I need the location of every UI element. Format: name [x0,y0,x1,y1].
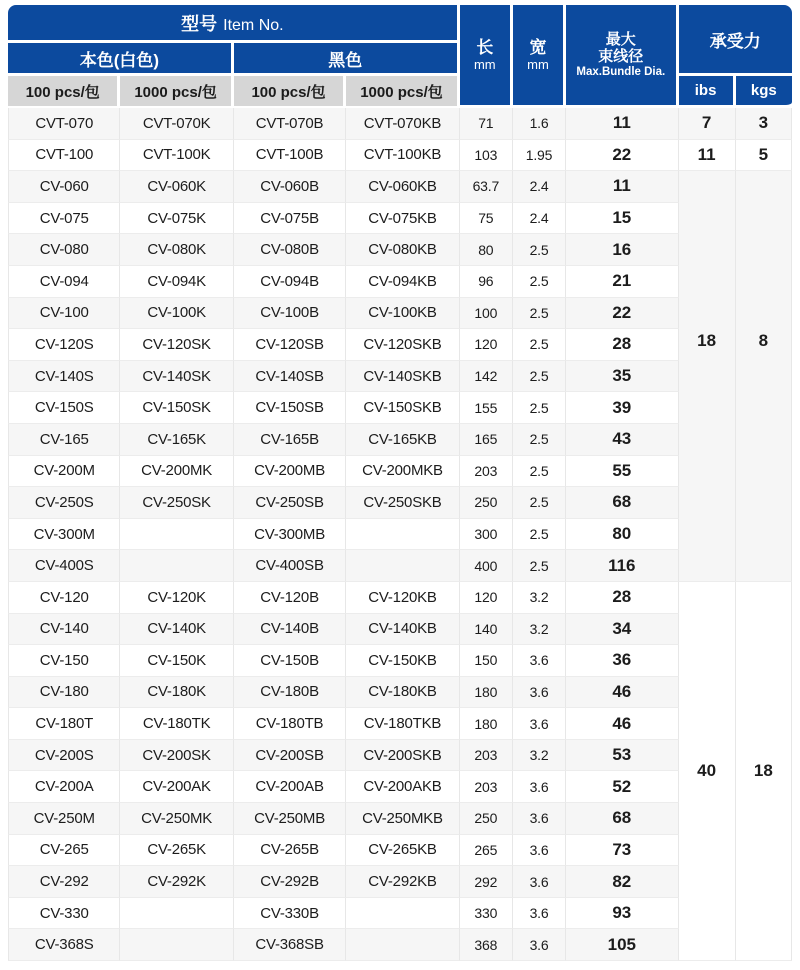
bundle-en-label: Max.Bundle Dia. [576,66,666,78]
item-natural-1000-cell: CV-150SK [120,392,233,424]
width-value-cell: 3.2 [513,582,566,614]
item-natural-100-cell: CV-120S [8,329,120,361]
item-black-1000-cell: CV-060KB [346,171,459,203]
item-natural-100-cell: CV-250M [8,803,120,835]
width-value-cell: 2.5 [513,456,566,488]
item-black-100-cell: CV-265B [234,835,346,867]
width-value-cell: 2.5 [513,392,566,424]
width-value-cell: 3.6 [513,929,566,961]
item-black-100-cell: CV-250SB [234,487,346,519]
item-black-1000-cell: CV-200MKB [346,456,459,488]
width-value-cell: 3.6 [513,677,566,709]
bundle-dia-value-cell: 36 [566,645,678,677]
item-black-100-cell: CV-200MB [234,456,346,488]
width-zh-label: 宽 [529,38,547,57]
item-black-1000-cell: CV-200SKB [346,740,459,772]
item-natural-100-cell: CV-180 [8,677,120,709]
item-no-en-label: Item No. [223,16,284,34]
table-row [8,108,792,140]
item-natural-1000-cell: CV-180K [120,677,233,709]
width-value-cell: 2.5 [513,424,566,456]
item-natural-1000-cell: CVT-100K [120,140,233,172]
capacity-kgs-value-cell: 8 [736,171,792,582]
length-header [460,5,513,108]
item-natural-1000-cell: CV-265K [120,835,233,867]
length-zh-label: 长 [476,38,494,57]
length-value-cell: 203 [460,771,513,803]
item-black-1000-cell: CV-165KB [346,424,459,456]
width-value-cell: 3.6 [513,866,566,898]
item-natural-100-cell: CV-200S [8,740,120,772]
item-natural-1000-cell: CV-200SK [120,740,233,772]
bundle-dia-value-cell: 21 [566,266,678,298]
item-natural-100-cell: CV-265 [8,835,120,867]
bundle-dia-value-cell: 55 [566,456,678,488]
width-value-cell: 2.5 [513,519,566,551]
width-header [513,5,566,108]
length-value-cell: 165 [460,424,513,456]
capacity-ibs-value-cell: 40 [679,582,736,961]
table-row [8,550,792,582]
bundle-dia-value-cell: 34 [566,614,678,646]
item-natural-100-cell: CV-368S [8,929,120,961]
length-value-cell: 400 [460,550,513,582]
item-black-100-cell: CV-140SB [234,361,346,393]
item-natural-100-cell: CV-330 [8,898,120,930]
capacity-kgs-value-cell: 18 [736,582,792,961]
item-natural-100-cell: CV-150 [8,645,120,677]
table-row [8,234,792,266]
item-natural-1000-cell: CVT-070K [120,108,233,140]
item-black-100-cell: CV-140B [234,614,346,646]
item-black-1000-cell: CV-140KB [346,614,459,646]
table-body [8,108,792,961]
length-value-cell: 180 [460,677,513,709]
width-value-cell: 3.6 [513,645,566,677]
item-black-1000-cell: CV-075KB [346,203,459,235]
length-value-cell: 292 [460,866,513,898]
width-value-cell: 2.4 [513,171,566,203]
item-natural-1000-cell [120,519,233,551]
bundle-dia-value-cell: 22 [566,298,678,330]
table-row [8,708,792,740]
item-black-1000-cell [346,550,459,582]
table-row [8,677,792,709]
item-black-1000-cell: CV-180KB [346,677,459,709]
length-value-cell: 140 [460,614,513,646]
item-natural-1000-cell: CV-140K [120,614,233,646]
length-value-cell: 300 [460,519,513,551]
item-natural-100-cell: CV-100 [8,298,120,330]
item-natural-100-cell: CV-250S [8,487,120,519]
item-black-1000-cell: CV-120SKB [346,329,459,361]
width-value-cell: 3.6 [513,708,566,740]
width-value-cell: 2.5 [513,329,566,361]
table-row [8,203,792,235]
table-row [8,140,792,172]
width-value-cell: 3.6 [513,771,566,803]
item-black-100-cell: CVT-100B [234,140,346,172]
item-natural-100-cell: CV-300M [8,519,120,551]
bundle-dia-value-cell: 16 [566,234,678,266]
width-value-cell: 3.2 [513,740,566,772]
capacity-ibs-value-cell: 18 [679,171,736,582]
item-black-100-cell: CV-368SB [234,929,346,961]
item-black-100-cell: CV-400SB [234,550,346,582]
item-black-1000-cell: CV-120KB [346,582,459,614]
length-unit-label: mm [473,57,496,72]
width-value-cell: 3.6 [513,803,566,835]
item-natural-1000-cell: CV-060K [120,171,233,203]
item-natural-100-cell: CVT-070 [8,108,120,140]
capacity-ibs-value-cell: 11 [679,140,736,172]
length-value-cell: 80 [460,234,513,266]
item-no-header [8,5,460,43]
table-header [8,5,792,108]
bundle-dia-value-cell: 93 [566,898,678,930]
table-row [8,582,792,614]
bundle-dia-value-cell: 15 [566,203,678,235]
item-black-1000-cell: CVT-100KB [346,140,459,172]
length-value-cell: 103 [460,140,513,172]
item-black-1000-cell: CV-140SKB [346,361,459,393]
item-natural-1000-cell: CV-165K [120,424,233,456]
bundle-dia-value-cell: 116 [566,550,678,582]
item-black-100-cell: CV-060B [234,171,346,203]
item-natural-1000-cell: CV-180TK [120,708,233,740]
item-natural-1000-cell: CV-094K [120,266,233,298]
item-natural-100-cell: CV-140S [8,361,120,393]
width-value-cell: 2.5 [513,234,566,266]
table-row [8,266,792,298]
item-natural-1000-cell: CV-292K [120,866,233,898]
width-value-cell: 3.6 [513,898,566,930]
bundle-dia-value-cell: 80 [566,519,678,551]
table-row [8,298,792,330]
width-value-cell: 2.5 [513,361,566,393]
table-row [8,392,792,424]
item-natural-1000-cell: CV-075K [120,203,233,235]
item-black-1000-cell: CV-250MKB [346,803,459,835]
cable-tie-spec-table [8,5,792,961]
table-row [8,361,792,393]
item-black-1000-cell: CV-094KB [346,266,459,298]
width-value-cell: 1.6 [513,108,566,140]
item-natural-1000-cell: CV-250SK [120,487,233,519]
table-row [8,835,792,867]
length-value-cell: 155 [460,392,513,424]
table-row [8,771,792,803]
item-natural-1000-cell: CV-140SK [120,361,233,393]
item-natural-1000-cell: CV-200AK [120,771,233,803]
table-row [8,614,792,646]
length-value-cell: 265 [460,835,513,867]
item-black-100-cell: CV-200AB [234,771,346,803]
item-black-100-cell: CV-080B [234,234,346,266]
item-black-100-cell: CV-330B [234,898,346,930]
item-natural-1000-cell [120,898,233,930]
bundle-dia-value-cell: 22 [566,140,678,172]
length-value-cell: 71 [460,108,513,140]
item-black-100-cell: CV-250MB [234,803,346,835]
item-black-1000-cell: CV-150SKB [346,392,459,424]
bundle-dia-value-cell: 73 [566,835,678,867]
item-black-1000-cell: CV-292KB [346,866,459,898]
capacity-ibs-value-cell: 7 [679,108,736,140]
width-value-cell: 2.5 [513,266,566,298]
item-black-100-cell: CV-165B [234,424,346,456]
width-value-cell: 3.6 [513,835,566,867]
item-natural-100-cell: CV-400S [8,550,120,582]
length-value-cell: 330 [460,898,513,930]
length-value-cell: 100 [460,298,513,330]
table-row [8,424,792,456]
item-black-100-cell: CV-094B [234,266,346,298]
width-value-cell: 2.5 [513,550,566,582]
length-value-cell: 250 [460,487,513,519]
kgs-header: kgs [736,76,792,108]
item-natural-1000-cell: CV-120SK [120,329,233,361]
table-row [8,898,792,930]
black-color-header: 黑色 [234,43,460,76]
length-value-cell: 120 [460,329,513,361]
table-row [8,740,792,772]
item-black-100-cell: CV-180TB [234,708,346,740]
item-black-1000-cell [346,519,459,551]
item-natural-100-cell: CV-140 [8,614,120,646]
bundle-dia-value-cell: 39 [566,392,678,424]
width-value-cell: 2.5 [513,487,566,519]
item-black-1000-cell: CV-100KB [346,298,459,330]
width-unit-label: mm [527,57,549,72]
bundle-dia-value-cell: 46 [566,708,678,740]
length-value-cell: 368 [460,929,513,961]
length-value-cell: 142 [460,361,513,393]
item-natural-1000-cell: CV-080K [120,234,233,266]
bundle-dia-value-cell: 43 [566,424,678,456]
length-value-cell: 63.7 [460,171,513,203]
table-row [8,929,792,961]
item-black-100-cell: CV-200SB [234,740,346,772]
bundle-dia-value-cell: 11 [566,108,678,140]
item-natural-1000-cell: CV-100K [120,298,233,330]
length-value-cell: 203 [460,456,513,488]
item-black-1000-cell: CV-265KB [346,835,459,867]
table-row [8,456,792,488]
item-black-100-cell: CV-180B [234,677,346,709]
table-row [8,803,792,835]
table-row [8,866,792,898]
item-natural-1000-cell: CV-150K [120,645,233,677]
item-black-100-cell: CV-150B [234,645,346,677]
bundle-dia-value-cell: 82 [566,866,678,898]
table-row [8,519,792,551]
length-value-cell: 75 [460,203,513,235]
max-bundle-dia-header [566,5,678,108]
width-value-cell: 2.4 [513,203,566,235]
pack-size-header-black-100: 100 pcs/包 [234,76,346,108]
item-natural-100-cell: CV-094 [8,266,120,298]
item-natural-100-cell: CV-180T [8,708,120,740]
bundle-zh1-label: 最大 [605,31,636,48]
item-black-100-cell: CV-120B [234,582,346,614]
natural-color-header: 本色(白色) [8,43,234,76]
table-row [8,329,792,361]
length-value-cell: 203 [460,740,513,772]
item-black-1000-cell: CV-250SKB [346,487,459,519]
length-value-cell: 150 [460,645,513,677]
bundle-dia-value-cell: 68 [566,803,678,835]
item-black-100-cell: CV-100B [234,298,346,330]
width-value-cell: 1.95 [513,140,566,172]
item-natural-100-cell: CV-075 [8,203,120,235]
table-row [8,645,792,677]
pack-size-header-natural-1000: 1000 pcs/包 [120,76,233,108]
item-natural-100-cell: CV-292 [8,866,120,898]
length-value-cell: 96 [460,266,513,298]
item-natural-1000-cell: CV-250MK [120,803,233,835]
table-row [8,487,792,519]
length-value-cell: 250 [460,803,513,835]
item-black-100-cell: CV-120SB [234,329,346,361]
item-black-100-cell: CV-300MB [234,519,346,551]
item-natural-1000-cell: CV-200MK [120,456,233,488]
item-natural-100-cell: CV-200M [8,456,120,488]
bundle-zh2-label: 束线径 [598,48,644,65]
load-capacity-header: 承受力 [679,5,792,76]
item-black-1000-cell [346,898,459,930]
item-black-1000-cell: CV-200AKB [346,771,459,803]
item-natural-100-cell: CV-120 [8,582,120,614]
item-natural-100-cell: CV-200A [8,771,120,803]
item-black-100-cell: CV-150SB [234,392,346,424]
item-natural-1000-cell [120,550,233,582]
item-black-1000-cell: CVT-070KB [346,108,459,140]
item-black-1000-cell: CV-180TKB [346,708,459,740]
item-black-1000-cell [346,929,459,961]
length-value-cell: 120 [460,582,513,614]
item-natural-1000-cell: CV-120K [120,582,233,614]
ibs-header: ibs [679,76,736,108]
bundle-dia-value-cell: 28 [566,582,678,614]
capacity-kgs-value-cell: 5 [736,140,792,172]
bundle-dia-value-cell: 11 [566,171,678,203]
item-natural-1000-cell [120,929,233,961]
capacity-kgs-value-cell: 3 [736,108,792,140]
item-natural-100-cell: CVT-100 [8,140,120,172]
width-value-cell: 3.2 [513,614,566,646]
bundle-dia-value-cell: 46 [566,677,678,709]
pack-size-header-natural-100: 100 pcs/包 [8,76,120,108]
item-natural-100-cell: CV-150S [8,392,120,424]
bundle-dia-value-cell: 35 [566,361,678,393]
item-black-100-cell: CVT-070B [234,108,346,140]
bundle-dia-value-cell: 53 [566,740,678,772]
pack-size-header-black-1000: 1000 pcs/包 [346,76,459,108]
width-value-cell: 2.5 [513,298,566,330]
item-black-1000-cell: CV-080KB [346,234,459,266]
item-black-100-cell: CV-292B [234,866,346,898]
item-natural-100-cell: CV-080 [8,234,120,266]
bundle-dia-value-cell: 105 [566,929,678,961]
item-black-1000-cell: CV-150KB [346,645,459,677]
bundle-dia-value-cell: 52 [566,771,678,803]
bundle-dia-value-cell: 68 [566,487,678,519]
item-no-zh-label: 型号 [181,13,218,34]
table-row [8,171,792,203]
item-natural-100-cell: CV-060 [8,171,120,203]
item-black-100-cell: CV-075B [234,203,346,235]
bundle-dia-value-cell: 28 [566,329,678,361]
length-value-cell: 180 [460,708,513,740]
item-natural-100-cell: CV-165 [8,424,120,456]
